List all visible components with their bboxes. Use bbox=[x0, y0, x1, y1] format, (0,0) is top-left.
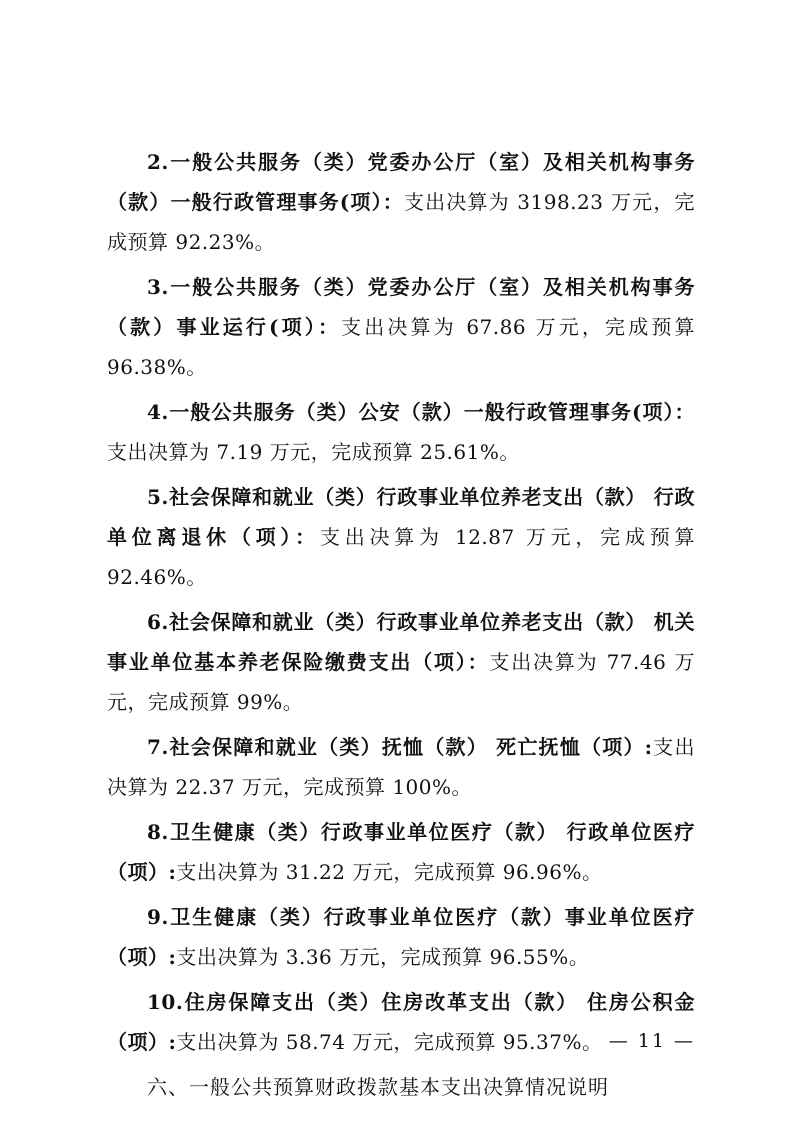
expenditure-item-4 bbox=[107, 392, 695, 472]
expenditure-item-10 bbox=[107, 982, 695, 1062]
item-body: 支出决算为 7.19 万元，完成预算 25.61%。 bbox=[107, 440, 520, 464]
item-lead: 9.卫生健康（类）行政事业单位医疗（款）事业单位医疗（项）: bbox=[107, 905, 695, 969]
expenditure-item-6 bbox=[107, 602, 695, 722]
expenditure-item-7 bbox=[107, 727, 695, 807]
expenditure-item-2 bbox=[107, 142, 695, 262]
item-lead: 2.一般公共服务（类）党委办公厅（室）及相关机构事务（款）一般行政管理事务(项）： bbox=[107, 150, 695, 214]
page-number: — 11 — bbox=[608, 1030, 695, 1052]
expenditure-item-9 bbox=[107, 897, 695, 977]
expenditure-item-3 bbox=[107, 267, 695, 387]
item-lead: 5.社会保障和就业（类）行政事业单位养老支出（款） 行政单位离退休（项）： bbox=[107, 485, 695, 549]
document-body bbox=[107, 142, 695, 1107]
item-body: 支出决算为 12.87 万元，完成预算 92.46%。 bbox=[107, 525, 695, 589]
item-lead: 3.一般公共服务（类）党委办公厅（室）及相关机构事务（款）事业运行(项）： bbox=[107, 275, 695, 339]
item-body: 支出决算为 58.74 万元，完成预算 95.37%。 bbox=[176, 1030, 603, 1054]
section-heading: 六、一般公共预算财政拨款基本支出决算情况说明 bbox=[147, 1075, 609, 1099]
item-lead: 8.卫生健康（类）行政事业单位医疗（款） 行政单位医疗（项）: bbox=[107, 820, 695, 884]
item-body: 支出决算为 77.46 万元，完成预算 99%。 bbox=[107, 650, 695, 714]
item-lead: 10.住房保障支出（类）住房改革支出（款） 住房公积金（项）: bbox=[107, 990, 695, 1054]
item-lead: 6.社会保障和就业（类）行政事业单位养老支出（款） 机关事业单位基本养老保险缴费支出（项）： bbox=[107, 610, 695, 674]
item-body: 支出决算为 3198.23 万元，完成预算 92.23%。 bbox=[107, 190, 696, 254]
item-lead: 4.一般公共服务（类）公安（款）一般行政管理事务(项）： bbox=[147, 400, 695, 424]
expenditure-item-5 bbox=[107, 477, 695, 597]
item-body: 支出决算为 22.37 万元，完成预算 100%。 bbox=[107, 735, 695, 799]
item-body: 支出决算为 31.22 万元，完成预算 96.96%。 bbox=[176, 860, 603, 884]
item-lead: 7.社会保障和就业（类）抚恤（款） 死亡抚恤（项）: bbox=[147, 735, 653, 759]
item-body: 支出决算为 3.36 万元，完成预算 96.55%。 bbox=[176, 945, 590, 969]
expenditure-item-8 bbox=[107, 812, 695, 892]
item-body: 支出决算为 67.86 万元，完成预算 96.38%。 bbox=[107, 315, 695, 379]
